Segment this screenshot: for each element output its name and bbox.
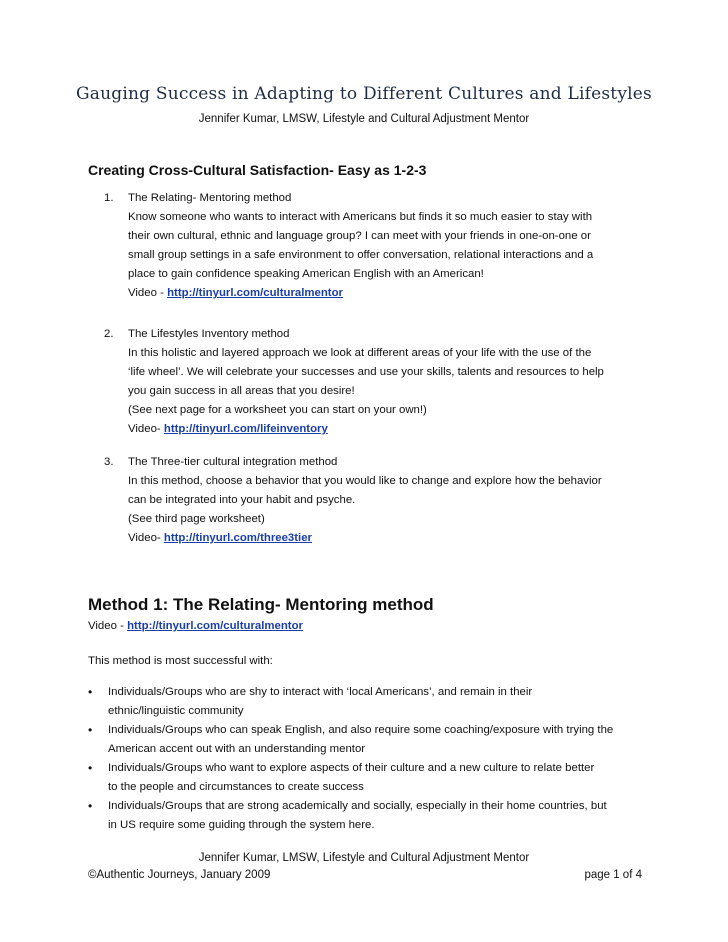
bullet-line: in US require some guiding through the system here.: [108, 819, 375, 831]
video-label: Video -: [88, 620, 128, 632]
bullet-line: Individuals/Groups who can speak English, and also require some coaching/exposure with trying the: [108, 724, 614, 736]
method1-video-link[interactable]: http://tinyurl.com/culturalmentor: [127, 620, 303, 632]
footer-page-number: page 1 of 4: [584, 869, 642, 881]
bullet-icon: •: [88, 799, 93, 813]
list-item-line: (See next page for a worksheet you can start on your own!): [128, 404, 427, 416]
list-item-line: In this method, choose a behavior that you would like to change and explore how the behavior: [128, 475, 602, 487]
footer-copyright: ©Authentic Journeys, January 2009: [88, 869, 271, 881]
list-item-line: (See third page worksheet): [128, 513, 265, 525]
list-item: [88, 759, 644, 797]
list-item-line: ‘life wheel’. We will celebrate your successes and use your skills, talents and resources to help: [128, 366, 604, 378]
bullet-icon: •: [88, 761, 93, 775]
list-item-line: place to gain confidence speaking American English with an American!: [128, 268, 484, 280]
list-item: [88, 721, 644, 759]
bullet-line: Individuals/Groups who want to explore aspects of their culture and a new culture to relate better: [108, 762, 595, 774]
video-link-lifeinventory[interactable]: http://tinyurl.com/lifeinventory: [163, 423, 328, 435]
method-list-item-2: [104, 325, 644, 439]
method1-intro: This method is most successful with:: [88, 655, 273, 667]
video-line: [128, 284, 644, 303]
method1-heading: Method 1: The Relating- Mentoring method: [88, 595, 434, 614]
list-number: 1.: [104, 192, 114, 204]
bullet-line: Individuals/Groups that are strong academically and socially, especially in their home countries, but: [108, 800, 607, 812]
video-label: Video-: [128, 532, 164, 544]
video-line: [128, 420, 644, 439]
method-list-item-3: [104, 453, 644, 548]
list-item-line: you gain success in all areas that you desire!: [128, 385, 355, 397]
list-item: [88, 683, 644, 721]
document-subtitle: Jennifer Kumar, LMSW, Lifestyle and Cultural Adjustment Mentor: [198, 113, 530, 125]
list-item-line: can be integrated into your habit and psyche.: [128, 494, 356, 506]
video-link-culturalmentor[interactable]: http://tinyurl.com/culturalmentor: [167, 287, 343, 299]
method1-bullet-list: [88, 683, 644, 835]
list-item-title: The Relating- Mentoring method: [128, 192, 292, 204]
bullet-icon: •: [88, 723, 93, 737]
list-item-line: their own cultural, ethnic and language group? I can meet with your friends in one-on-one or: [128, 230, 591, 242]
video-label: Video-: [128, 423, 164, 435]
list-number: 3.: [104, 456, 114, 468]
video-label: Video -: [128, 287, 168, 299]
method-list-item-1: [104, 189, 644, 303]
bullet-line: American accent out with an understanding mentor: [108, 743, 366, 755]
video-line: [128, 529, 644, 548]
bullet-icon: •: [88, 685, 93, 699]
method1-video-line: [88, 620, 303, 632]
list-item-line: small group settings in a safe environment to offer conversation, relational interactions and a: [128, 249, 594, 261]
list-item-line: Know someone who wants to interact with Americans but finds it so much easier to stay with: [128, 211, 593, 223]
bullet-line: to the people and circumstances to create success: [108, 781, 364, 793]
list-item-title: The Three-tier cultural integration method: [128, 456, 338, 468]
list-item: [88, 797, 644, 835]
video-link-three3tier[interactable]: http://tinyurl.com/three3tier: [163, 532, 312, 544]
bullet-line: ethnic/linguistic community: [108, 705, 244, 717]
document-title: Gauging Success in Adapting to Different Cultures and Lifestyles: [76, 84, 652, 104]
bullet-line: Individuals/Groups who are shy to interact with ‘local Americans’, and remain in their: [108, 686, 533, 698]
list-item-line: In this holistic and layered approach we look at different areas of your life with the use of the: [128, 347, 592, 359]
intro-heading: Creating Cross-Cultural Satisfaction- Easy as 1-2-3: [88, 162, 427, 178]
list-number: 2.: [104, 328, 114, 340]
list-item-title: The Lifestyles Inventory method: [128, 328, 290, 340]
footer-author: Jennifer Kumar, LMSW, Lifestyle and Cultural Adjustment Mentor: [198, 852, 530, 864]
